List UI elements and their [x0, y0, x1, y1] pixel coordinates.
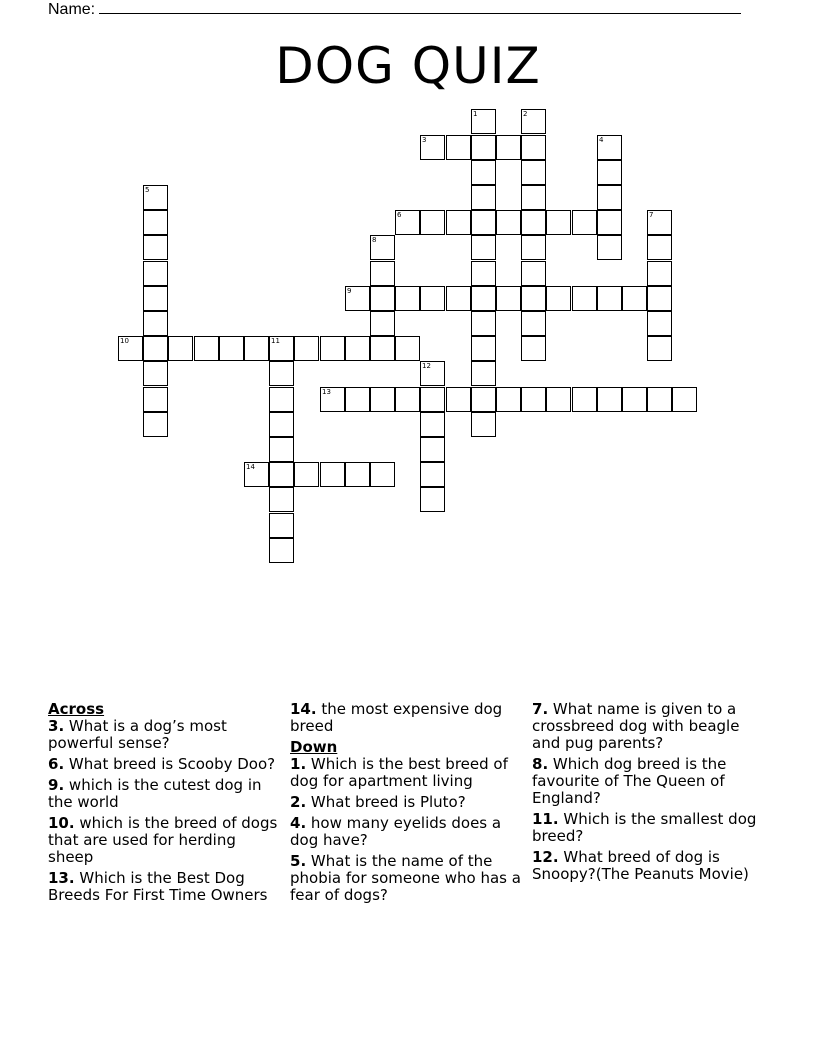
page-title: DOG QUIZ: [275, 37, 541, 95]
grid-cell[interactable]: [370, 387, 395, 412]
clue-number-label: 6: [397, 211, 402, 219]
clue-across-3: 3. What is a dog’s most powerful sense?: [48, 717, 227, 752]
clue-number-label: 2: [523, 110, 528, 118]
grid-cell[interactable]: [546, 286, 571, 311]
grid-cell[interactable]: [420, 387, 445, 412]
grid-cell[interactable]: [143, 210, 168, 235]
grid-cell[interactable]: [143, 361, 168, 386]
clue-number-label: 9: [347, 287, 352, 295]
grid-cell[interactable]: [420, 437, 445, 462]
grid-cell[interactable]: [647, 286, 672, 311]
clue-number-label: 13: [322, 388, 331, 396]
grid-cell[interactable]: [143, 286, 168, 311]
grid-cell[interactable]: [320, 336, 345, 361]
grid-cell[interactable]: [597, 235, 622, 260]
grid-cell[interactable]: [597, 160, 622, 185]
grid-cell[interactable]: [521, 336, 546, 361]
grid-cell[interactable]: [471, 261, 496, 286]
clue-down-7: 7. What name is given to a crossbreed dog with beagle and pug parents?: [532, 700, 740, 752]
grid-cell[interactable]: [496, 387, 521, 412]
grid-cell[interactable]: [446, 387, 471, 412]
grid-cell[interactable]: [420, 412, 445, 437]
grid-cell[interactable]: [395, 387, 420, 412]
grid-cell[interactable]: [622, 387, 647, 412]
clue-down-12: 12. What breed of dog is Snoopy?(The Peanuts Movie): [532, 848, 749, 883]
grid-cell[interactable]: [370, 311, 395, 336]
grid-cell[interactable]: [471, 135, 496, 160]
grid-cell[interactable]: [244, 336, 269, 361]
grid-cell[interactable]: [521, 135, 546, 160]
grid-cell[interactable]: [143, 311, 168, 336]
grid-cell[interactable]: [219, 336, 244, 361]
grid-cell[interactable]: [420, 462, 445, 487]
grid-cell[interactable]: [143, 412, 168, 437]
grid-cell[interactable]: [143, 336, 168, 361]
grid-cell[interactable]: [496, 210, 521, 235]
grid-cell[interactable]: [269, 412, 294, 437]
clue-across-13: 13. Which is the Best Dog Breeds For First Time Owners: [48, 869, 268, 904]
grid-cell[interactable]: [269, 361, 294, 386]
grid-cell[interactable]: [622, 286, 647, 311]
grid-cell[interactable]: [395, 286, 420, 311]
grid-cell[interactable]: [194, 336, 219, 361]
grid-cell[interactable]: [521, 311, 546, 336]
grid-cell[interactable]: [496, 286, 521, 311]
grid-cell[interactable]: [471, 286, 496, 311]
grid-cell[interactable]: [471, 235, 496, 260]
clue-across-10: 10. which is the breed of dogs that are used for herding sheep: [48, 814, 278, 866]
clue-number-label: 11: [271, 337, 280, 345]
clue-down-4: 4. how many eyelids does a dog have?: [290, 814, 502, 849]
grid-cell[interactable]: [572, 286, 597, 311]
grid-cell[interactable]: [446, 210, 471, 235]
grid-cell[interactable]: [471, 311, 496, 336]
grid-cell[interactable]: [471, 210, 496, 235]
clue-down-2: 2. What breed is Pluto?: [290, 793, 466, 811]
grid-cell[interactable]: [521, 160, 546, 185]
clue-down-8: 8. Which dog breed is the favourite of The Queen of England?: [532, 755, 727, 807]
grid-cell[interactable]: [471, 160, 496, 185]
grid-cell[interactable]: [269, 462, 294, 487]
grid-cell[interactable]: [471, 412, 496, 437]
grid-cell[interactable]: [647, 387, 672, 412]
clue-number-label: 10: [120, 337, 129, 345]
grid-cell[interactable]: [370, 462, 395, 487]
grid-cell[interactable]: [269, 437, 294, 462]
clue-number-label: 1: [473, 110, 478, 118]
grid-cell[interactable]: [446, 286, 471, 311]
grid-cell[interactable]: [168, 336, 193, 361]
grid-cell[interactable]: [546, 387, 571, 412]
grid-cell[interactable]: [672, 387, 697, 412]
grid-cell[interactable]: [597, 286, 622, 311]
clue-number-label: 5: [145, 186, 150, 194]
down-heading: Down: [290, 738, 338, 756]
grid-cell[interactable]: [521, 387, 546, 412]
grid-cell[interactable]: [420, 487, 445, 512]
clues-column-3: [532, 701, 764, 887]
grid-cell[interactable]: [496, 135, 521, 160]
clue-number-label: 7: [649, 211, 654, 219]
clue-number-label: 14: [246, 463, 255, 471]
clue-across-9: 9. which is the cutest dog in the world: [48, 776, 262, 811]
grid-cell[interactable]: [572, 210, 597, 235]
grid-cell[interactable]: [647, 235, 672, 260]
grid-cell[interactable]: [269, 538, 294, 563]
grid-cell[interactable]: [521, 185, 546, 210]
grid-cell[interactable]: [446, 135, 471, 160]
clue-number-label: 12: [422, 362, 431, 370]
grid-cell[interactable]: [471, 387, 496, 412]
grid-cell[interactable]: [269, 487, 294, 512]
grid-cell[interactable]: [269, 513, 294, 538]
clue-down-1: 1. Which is the best breed of dog for apartment living: [290, 755, 508, 790]
grid-cell[interactable]: [370, 286, 395, 311]
grid-cell[interactable]: [269, 387, 294, 412]
grid-cell[interactable]: [294, 336, 319, 361]
grid-cell[interactable]: [345, 336, 370, 361]
grid-cell[interactable]: [143, 261, 168, 286]
grid-cell[interactable]: [395, 336, 420, 361]
grid-cell[interactable]: [597, 185, 622, 210]
grid-cell[interactable]: [597, 210, 622, 235]
across-heading: Across: [48, 700, 105, 718]
grid-cell[interactable]: [294, 462, 319, 487]
clue-number-label: 3: [422, 136, 427, 144]
grid-cell[interactable]: [471, 185, 496, 210]
grid-cell[interactable]: [521, 286, 546, 311]
clue-down-5: 5. What is the name of the phobia for someone who has a fear of dogs?: [290, 852, 521, 904]
clue-across-6: 6. What breed is Scooby Doo?: [48, 755, 276, 773]
grid-cell[interactable]: [370, 261, 395, 286]
grid-cell[interactable]: [471, 361, 496, 386]
grid-cell[interactable]: [420, 286, 445, 311]
clues-column-2: [290, 701, 522, 908]
clue-down-11: 11. Which is the smallest dog breed?: [532, 810, 757, 845]
grid-cell[interactable]: [572, 387, 597, 412]
grid-cell[interactable]: [546, 210, 571, 235]
grid-cell[interactable]: [521, 235, 546, 260]
grid-cell[interactable]: [521, 210, 546, 235]
grid-cell[interactable]: [143, 235, 168, 260]
clues-column-1: [48, 701, 280, 908]
name-label: Name:: [48, 1, 96, 18]
clue-number-label: 4: [599, 136, 604, 144]
grid-cell[interactable]: [647, 311, 672, 336]
clue-across-14: 14. the most expensive dog breed: [290, 700, 503, 735]
grid-cell[interactable]: [320, 462, 345, 487]
grid-cell[interactable]: [345, 462, 370, 487]
grid-cell[interactable]: [521, 261, 546, 286]
grid-cell[interactable]: [345, 387, 370, 412]
grid-cell[interactable]: [143, 387, 168, 412]
grid-cell[interactable]: [471, 336, 496, 361]
grid-cell[interactable]: [647, 336, 672, 361]
grid-cell[interactable]: [370, 336, 395, 361]
grid-cell[interactable]: [420, 210, 445, 235]
clue-number-label: 8: [372, 236, 377, 244]
grid-cell[interactable]: [647, 261, 672, 286]
grid-cell[interactable]: [597, 387, 622, 412]
